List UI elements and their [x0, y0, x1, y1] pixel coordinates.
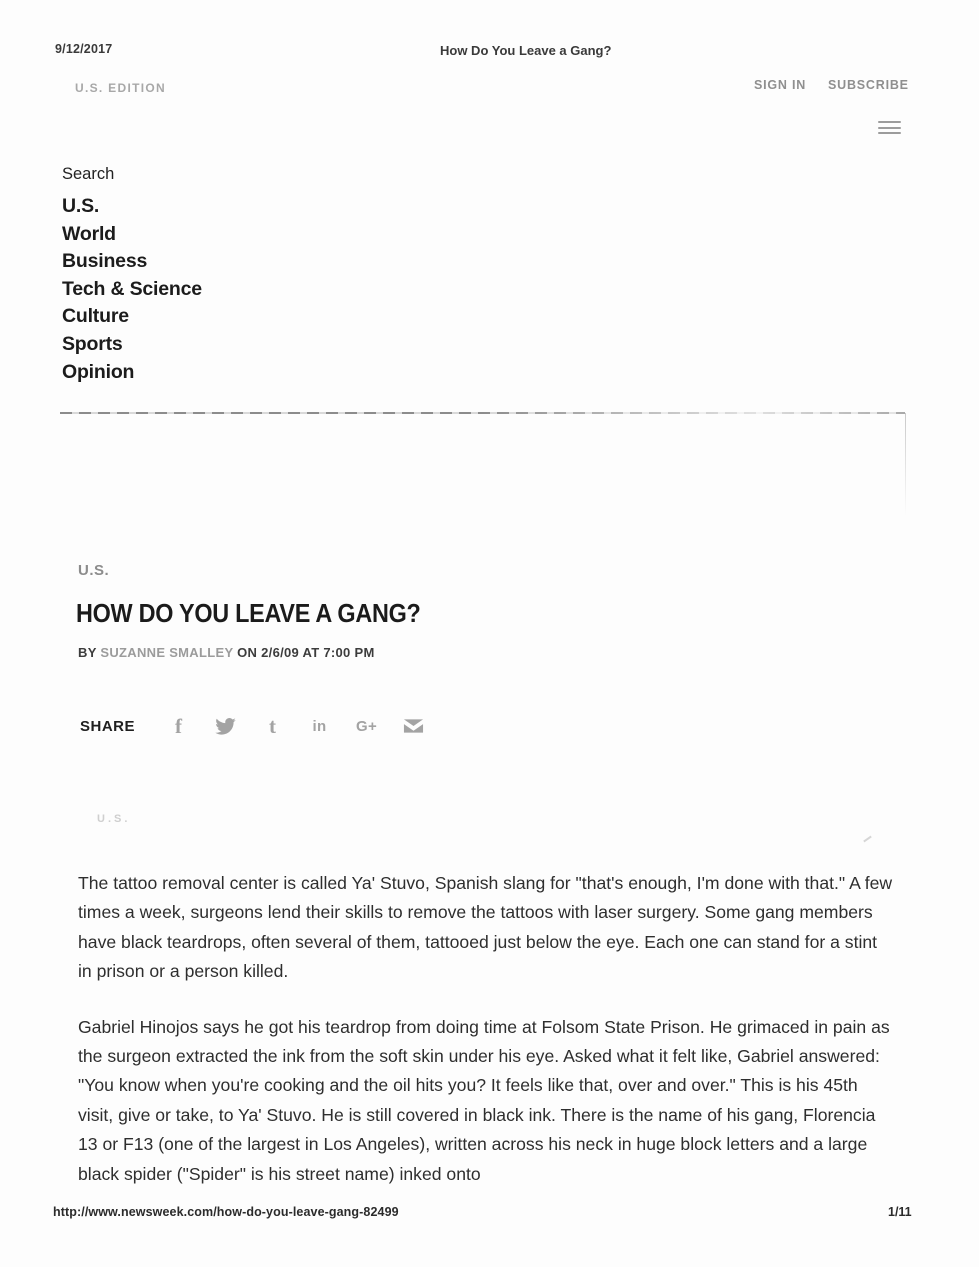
- nav-item-culture[interactable]: Culture: [62, 305, 129, 328]
- search-link[interactable]: Search: [62, 165, 115, 183]
- hamburger-icon[interactable]: [878, 121, 901, 134]
- twitter-icon[interactable]: [215, 718, 236, 735]
- byline: [78, 645, 375, 660]
- section-kicker[interactable]: U.S.: [78, 562, 110, 579]
- nav-list: [62, 193, 202, 386]
- nav-item-opinion[interactable]: Opinion: [62, 360, 135, 383]
- paragraph: Gabriel Hinojos says he got his teardrop from doing time at Folsom State Prison. He grimaced in pain as the surgeon extracted the ink from the soft skin under his eye. Asked what it felt like, Gabriel answered: "You know when you're cooking and the oil hits you? It feels like that, over and over." This is his 45th visit, give or take, to Ya' Stuvo. He is still covered in black ink. There is the name of his gang, Florencia 13 or F13 (one of the largest in Los Angeles), written across his neck in huge block letters and a large black spider ("Spider" is his street name) inked onto: [78, 1016, 890, 1184]
- vertical-divider-artifact: [905, 413, 906, 516]
- scan-artifact: [863, 836, 872, 843]
- horizontal-divider: [60, 412, 905, 414]
- article-body: [78, 869, 895, 1215]
- byline-by: BY: [78, 645, 97, 660]
- hamburger-bar: [878, 127, 901, 129]
- tumblr-icon[interactable]: t: [269, 713, 277, 738]
- hamburger-bar: [878, 121, 901, 123]
- print-header-date: 9/12/2017: [55, 42, 113, 56]
- nav-item-business[interactable]: Business: [62, 250, 148, 273]
- paragraph: The tattoo removal center is called Ya' Stuvo, Spanish slang for "that's enough, I'm done with that." A few times a week, surgeons lend their skills to remove the tattoos with laser surgery. Some gang members have black teardrops, often several of them, tattooed just below the eye. Each one can stand for a stint in prison or a person killed.: [78, 873, 893, 982]
- share-icons: [168, 713, 424, 738]
- nav-item-us[interactable]: U.S.: [62, 195, 100, 217]
- byline-author-link[interactable]: SUZANNE SMALLEY: [100, 645, 234, 660]
- edition-selector[interactable]: U.S. EDITION: [75, 81, 166, 95]
- faint-image-tag: U.S.: [97, 813, 131, 825]
- print-footer-url: http://www.newsweek.com/how-do-you-leave-gang-82499: [53, 1205, 399, 1219]
- nav-item-sports[interactable]: Sports: [62, 332, 123, 355]
- print-header-title: How Do You Leave a Gang?: [440, 43, 612, 58]
- nav-item-world[interactable]: World: [62, 222, 116, 245]
- print-footer-page-number: 1/11: [888, 1205, 912, 1219]
- nav-item-tech-science[interactable]: Tech & Science: [62, 277, 202, 300]
- facebook-icon[interactable]: f: [175, 713, 183, 738]
- byline-date: ON 2/6/09 AT 7:00 PM: [237, 645, 375, 660]
- article-headline: HOW DO YOU LEAVE A GANG?: [76, 598, 421, 628]
- subscribe-button[interactable]: SUBSCRIBE: [828, 78, 909, 92]
- sign-in-button[interactable]: SIGN IN: [754, 78, 807, 92]
- site-nav: [62, 165, 202, 386]
- linkedin-icon[interactable]: in: [312, 717, 327, 735]
- share-label: SHARE: [80, 717, 136, 735]
- hamburger-bar: [878, 132, 901, 134]
- google-plus-icon[interactable]: G+: [356, 717, 378, 735]
- share-bar: [80, 714, 424, 738]
- email-icon[interactable]: [403, 719, 424, 733]
